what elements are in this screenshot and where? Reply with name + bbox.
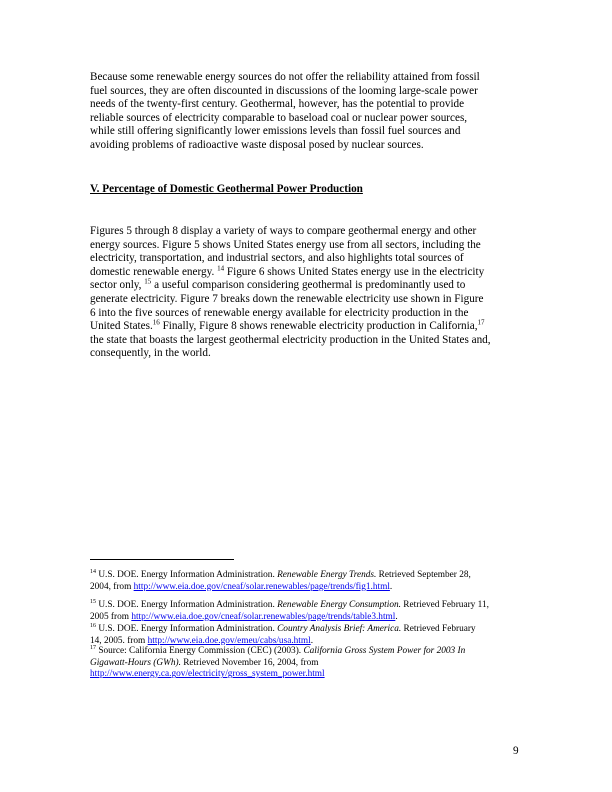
paragraph-line [90, 279, 530, 293]
footnote-ref-14[interactable]: 14 [217, 264, 225, 273]
text-segment: sector only, [90, 279, 145, 292]
footnote-16 [90, 624, 530, 647]
text-segment: domestic renewable energy. [90, 265, 218, 278]
text-segment: U.S. DOE. Energy Information Administration. [96, 600, 278, 610]
footnote-17 [90, 646, 530, 681]
paragraph-line: Because some renewable energy sources do not offer the reliability attained from fossil [90, 71, 480, 83]
text-segment: Retrieved November 16, 2004, from [180, 657, 319, 668]
paragraph-line: needs of the twenty-first century. Geothermal, however, has the potential to provide [90, 98, 465, 111]
paragraph-line [90, 266, 530, 280]
paragraph-line: generate electricity. Figure 7 breaks down the renewable electricity use shown in Figure [90, 292, 484, 305]
section-heading: V. Percentage of Domestic Geothermal Power Production [90, 183, 363, 195]
text-segment: 14, 2005. from [90, 635, 148, 646]
footnote-number: 15 [90, 598, 96, 605]
footnote-ref-15[interactable]: 15 [144, 277, 152, 286]
footnote-ref-16[interactable]: 16 [152, 318, 160, 327]
paragraph-line: electricity, transportation, and industrial sectors, and also highlights total sources of [90, 252, 464, 265]
text-segment: Retrieved February [401, 624, 476, 634]
footnote-14 [90, 570, 530, 593]
text-segment: . [389, 581, 393, 592]
paragraph-line: fuel sources, they are often discounted in discussions of the looming large-scale power [90, 84, 478, 97]
footnote-line [90, 570, 530, 582]
text-segment: . [310, 635, 314, 646]
footnote-number: 17 [90, 644, 96, 651]
text-segment: Figure 6 shows United States energy use in the electricity [224, 265, 485, 278]
footnote-line [90, 646, 530, 658]
page-number: 9 [513, 745, 519, 757]
footnote-number: 16 [90, 622, 96, 629]
figures-paragraph [90, 225, 530, 361]
footnote-separator [90, 559, 234, 560]
text-segment: 2005 from [90, 611, 132, 622]
footnote-line [90, 612, 530, 624]
footnote-number: 14 [90, 568, 96, 575]
paragraph-line [90, 320, 530, 334]
text-segment: U.S. DOE. Energy Information Administration. [96, 570, 278, 580]
footnote-line [90, 624, 530, 636]
text-segment: 2004, from [90, 581, 134, 592]
source-title: Renewable Energy Trends. [277, 570, 377, 580]
paragraph-line: Figures 5 through 8 display a variety of ways to compare geothermal energy and other [90, 225, 477, 237]
text-segment: Retrieved September 28, [376, 570, 471, 580]
paragraph-line: energy sources. Figure 5 shows United States energy use from all sectors, including the [90, 238, 481, 251]
footnote-ref-17[interactable]: 17 [477, 318, 485, 327]
text-segment: Finally, Figure 8 shows renewable electricity production in California, [159, 320, 478, 333]
text-segment: . [395, 611, 398, 622]
paragraph-line: reliable sources of electricity comparable to baseload coal or nuclear power sources, [90, 111, 468, 124]
text-segment: Source: California Energy Commission (CEC) (2003). [96, 646, 304, 656]
footnote-line [90, 582, 530, 594]
text-segment: United States. [90, 320, 153, 333]
footnote-line [90, 600, 530, 612]
source-title: Renewable Energy Consumption. [277, 600, 401, 610]
paragraph-line: the state that boasts the largest geothermal electricity production in the United States and, [90, 333, 491, 346]
footnote-line [90, 658, 530, 670]
text-segment: a useful comparison considering geothermal is predominantly used to [151, 279, 466, 292]
intro-paragraph [90, 71, 530, 153]
source-link[interactable]: http://www.eia.doe.gov/cneaf/solar.renewables/page/trends/fig1.html [133, 581, 390, 592]
source-title: Gigawatt-Hours (GWh). [90, 657, 181, 668]
paragraph-line: avoiding problems of radioactive waste disposal posed by nuclear sources. [90, 138, 424, 151]
source-title: California Gross System Power for 2003 In [303, 646, 466, 656]
paragraph-line: 6 into the five sources of renewable energy available for electricity production in the [90, 306, 469, 319]
source-link[interactable]: http://www.eia.doe.gov/cneaf/solar.renewables/page/trends/table3.html [131, 611, 396, 622]
footnote-15 [90, 600, 530, 623]
source-title: Country Analysis Brief: America. [277, 624, 402, 634]
paragraph-line: while still offering significantly lower emissions levels than fossil fuel sources and [90, 125, 461, 138]
source-link[interactable]: http://www.eia.doe.gov/emeu/cabs/usa.html [147, 635, 311, 646]
source-link[interactable]: http://www.energy.ca.gov/electricity/gross_system_power.html [90, 669, 325, 680]
footnote-line [90, 669, 530, 681]
text-segment: Retrieved February 11, [400, 600, 489, 610]
text-segment: U.S. DOE. Energy Information Administration. [96, 624, 278, 634]
paragraph-line: consequently, in the world. [90, 347, 211, 360]
